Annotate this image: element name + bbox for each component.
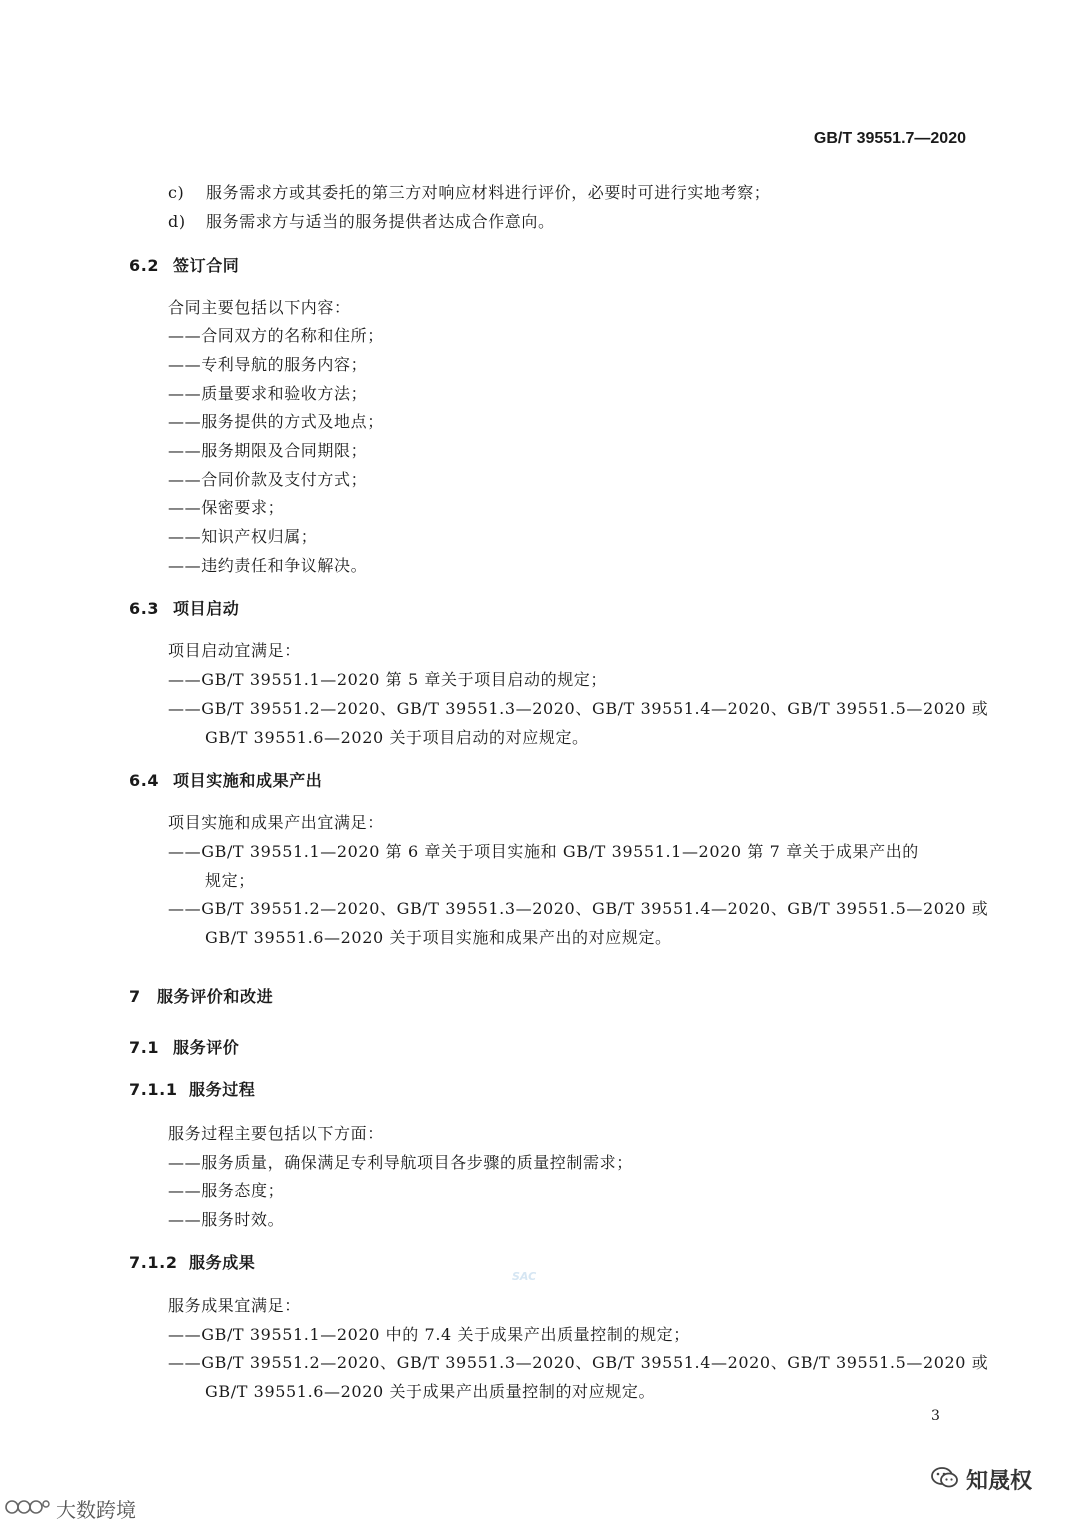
list-item: ——GB/T 39551.2—2020、GB/T 39551.3—2020、GB/T 39551.4—2020、GB/T 39551.5—2020 或 [168, 1353, 989, 1372]
sac-logo: SAC [512, 1270, 537, 1283]
list-item: ——服务态度； [168, 1181, 285, 1200]
section-title: 服务过程 [189, 1080, 256, 1099]
item-text: 服务需求方或其委托的第三方对响应材料进行评价，必要时可进行实地考察； [206, 183, 771, 202]
section-number: 6.4 [129, 771, 160, 790]
watermark-text: 知晟权 [966, 1469, 1033, 1494]
section-heading-7-1-2 [129, 1250, 255, 1273]
section-number: 7.1.1 [129, 1080, 178, 1099]
section-number: 6.2 [129, 256, 160, 275]
list-item-continuation: GB/T 39551.6—2020 关于成果产出质量控制的对应规定。 [205, 1382, 656, 1401]
list-item: ——GB/T 39551.2—2020、GB/T 39551.3—2020、GB/T 39551.4—2020、GB/T 39551.5—2020 或 [168, 699, 989, 718]
list-item: ——保密要求； [168, 498, 285, 517]
list-item: ——GB/T 39551.1—2020 中的 7.4 关于成果产出质量控制的规定； [168, 1325, 690, 1344]
list-item-d [168, 209, 555, 232]
chapter-number: 7 [129, 987, 141, 1006]
paragraph: 项目实施和成果产出宜满足： [168, 813, 384, 832]
item-label: d) [168, 212, 186, 231]
watermark-left [4, 1494, 136, 1523]
section-number: 6.3 [129, 599, 160, 618]
paragraph: 项目启动宜满足： [168, 641, 301, 660]
section-title: 项目启动 [173, 599, 240, 618]
list-item: ——GB/T 39551.1—2020 第 5 章关于项目启动的规定； [168, 670, 608, 689]
list-item-continuation: GB/T 39551.6—2020 关于项目实施和成果产出的对应规定。 [205, 928, 672, 947]
chapter-title: 服务评价和改进 [157, 987, 274, 1006]
paragraph: 服务成果宜满足： [168, 1296, 301, 1315]
list-item: ——专利导航的服务内容； [168, 355, 368, 374]
list-item: ——服务质量，确保满足专利导航项目各步骤的质量控制需求； [168, 1153, 633, 1172]
paragraph: 合同主要包括以下内容： [168, 298, 351, 317]
list-item-continuation: 规定； [205, 871, 255, 890]
list-item: ——合同价款及支付方式； [168, 470, 368, 489]
list-item: ——合同双方的名称和住所； [168, 326, 384, 345]
section-title: 服务成果 [189, 1253, 256, 1272]
item-label: c) [168, 183, 185, 202]
list-item: ——违约责任和争议解决。 [168, 556, 368, 575]
watermark-text: 大数跨境 [56, 1498, 136, 1522]
section-heading-6-2 [129, 253, 239, 276]
section-heading-7-1-1 [129, 1077, 255, 1100]
section-heading-6-3 [129, 596, 239, 619]
item-text: 服务需求方与适当的服务提供者达成合作意向。 [206, 212, 555, 231]
section-number: 7.1 [129, 1038, 160, 1057]
wechat-icon [930, 1465, 960, 1495]
list-item: ——服务提供的方式及地点； [168, 412, 384, 431]
list-item: ——GB/T 39551.2—2020、GB/T 39551.3—2020、GB/T 39551.4—2020、GB/T 39551.5—2020 或 [168, 899, 989, 918]
watermark-right [930, 1464, 1032, 1495]
list-item: ——服务期限及合同期限； [168, 441, 368, 460]
section-number: 7.1.2 [129, 1253, 178, 1272]
weibo-icon [4, 1496, 52, 1522]
page-number: 3 [931, 1408, 940, 1424]
list-item: ——服务时效。 [168, 1210, 285, 1229]
section-heading-6-4 [129, 768, 322, 791]
list-item: ——GB/T 39551.1—2020 第 6 章关于项目实施和 GB/T 39551.1—2020 第 7 章关于成果产出的 [168, 842, 919, 861]
section-title: 项目实施和成果产出 [173, 771, 323, 790]
standard-number: GB/T 39551.7—2020 [813, 130, 966, 147]
paragraph: 服务过程主要包括以下方面： [168, 1124, 384, 1143]
list-item: ——知识产权归属； [168, 527, 318, 546]
list-item: ——质量要求和验收方法； [168, 384, 368, 403]
list-item-continuation: GB/T 39551.6—2020 关于项目启动的对应规定。 [205, 728, 589, 747]
list-item-c [168, 180, 770, 203]
section-heading-7-1 [129, 1035, 239, 1058]
section-title: 签订合同 [173, 256, 240, 275]
chapter-heading-7 [129, 984, 273, 1007]
section-title: 服务评价 [173, 1038, 240, 1057]
